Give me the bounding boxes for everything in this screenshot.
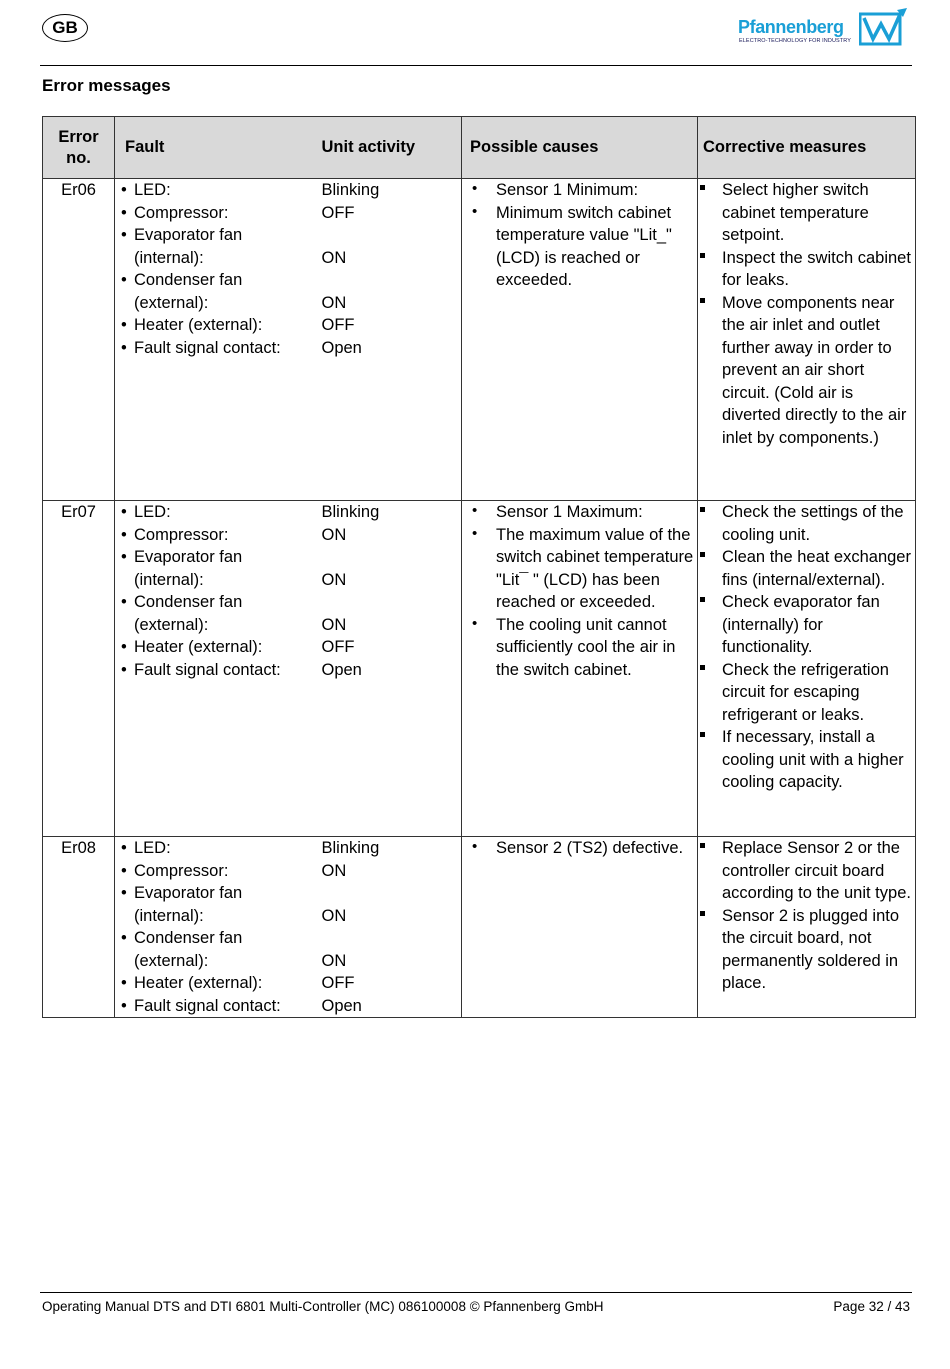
cause-text: The maximum value of the switch cabinet temperature "Lit¯ " (LCD) has been reached or exceeded. <box>496 525 694 611</box>
fault-label: Heater (external): <box>134 974 263 992</box>
possible-causes-cell <box>462 501 698 837</box>
fault-label: LED: <box>134 181 171 199</box>
bullet-icon: • <box>472 202 478 220</box>
measure-text: Move components near the air inlet and outlet further away in order to prevent an air short circuit. (Cold air is diverted directly to the air inlet by components.) <box>722 293 907 447</box>
fault-label-continued: (internal): <box>134 906 204 925</box>
fault-item <box>121 995 322 1018</box>
possible-causes-cell <box>462 179 698 501</box>
fault-item <box>121 860 322 883</box>
activity-value: OFF <box>321 638 355 656</box>
activity-spacer <box>322 546 462 569</box>
bullet-icon: • <box>121 884 127 902</box>
measure-text: Clean the heat exchanger fins (internal/external). <box>722 548 911 589</box>
bullet-icon: • <box>121 861 127 880</box>
bullet-icon: • <box>121 181 127 199</box>
bullet-icon: • <box>121 929 127 947</box>
measure-item <box>700 292 915 450</box>
fault-cell <box>115 179 322 501</box>
possible-causes-cell <box>462 837 698 1018</box>
square-bullet-icon <box>700 597 705 602</box>
error-code: Er07 <box>43 501 115 837</box>
measure-item <box>700 837 915 905</box>
measure-text: Check evaporator fan (internally) for functionality. <box>722 593 880 656</box>
fault-label-continued: (internal): <box>134 570 204 589</box>
bullet-icon: • <box>121 316 127 334</box>
fault-label: Evaporator fan <box>134 548 243 566</box>
activity-value: ON <box>321 525 347 544</box>
square-bullet-icon <box>700 507 705 512</box>
corrective-measures-cell <box>698 837 916 1018</box>
bullet-icon: • <box>472 180 478 197</box>
fault-cell <box>115 501 322 837</box>
activity-value: ON <box>321 570 347 589</box>
fault-item <box>121 591 322 636</box>
measure-text: Check the refrigeration circuit for escaping refrigerant or leaks. <box>722 660 889 724</box>
square-bullet-icon <box>700 732 705 737</box>
fault-label: Evaporator fan <box>134 884 243 902</box>
measure-text: Sensor 2 is plugged into the circuit board, not permanently soldered in place. <box>722 906 900 992</box>
bullet-icon: • <box>121 974 127 992</box>
activity-value: Blinking <box>321 181 380 199</box>
fault-label: LED: <box>134 503 171 521</box>
square-bullet-icon <box>700 298 705 303</box>
header-fault: Fault <box>115 117 322 179</box>
cause-text: Sensor 1 Maximum: <box>496 503 643 521</box>
cause-item <box>472 202 697 292</box>
square-bullet-icon <box>700 253 705 258</box>
activity-value: Blinking <box>321 839 380 857</box>
bullet-icon: • <box>121 548 127 566</box>
activity-value: OFF <box>321 203 355 222</box>
cause-text: Sensor 1 Minimum: <box>496 181 639 199</box>
measure-text: Select higher switch cabinet temperature setpoint. <box>722 181 869 244</box>
fault-label: Fault signal contact: <box>134 338 281 357</box>
activity-value: ON <box>321 906 347 925</box>
activity-value: Open <box>321 660 362 679</box>
measure-item <box>700 179 915 247</box>
bullet-icon: • <box>472 614 478 632</box>
cause-text: Minimum switch cabinet temperature value "Lit_" (LCD) is reached or exceeded. <box>496 203 672 289</box>
fault-label: Fault signal contact: <box>134 996 281 1015</box>
fault-item <box>121 337 322 360</box>
activity-value: ON <box>321 248 347 267</box>
fault-label: LED: <box>134 839 171 857</box>
bullet-icon: • <box>121 338 127 357</box>
fault-label-continued: (external): <box>134 615 209 634</box>
fault-label: Compressor: <box>134 525 229 544</box>
measure-item <box>700 546 915 591</box>
square-bullet-icon <box>700 665 705 670</box>
footer-page-number: Page 32 / 43 <box>833 1299 910 1314</box>
measure-item <box>700 591 915 659</box>
fault-cell <box>115 837 322 1018</box>
unit-activity-cell <box>322 837 462 1018</box>
activity-value: OFF <box>321 316 355 334</box>
fault-label-continued: (internal): <box>134 248 204 267</box>
fault-label: Condenser fan <box>134 929 243 947</box>
fault-item <box>121 224 322 269</box>
square-bullet-icon <box>700 185 705 190</box>
error-messages-table <box>42 116 916 1018</box>
measure-item <box>700 247 915 292</box>
fault-item <box>121 837 322 860</box>
fault-label: Evaporator fan <box>134 226 243 244</box>
activity-value: Open <box>321 338 362 357</box>
square-bullet-icon <box>700 911 705 916</box>
corrective-measures-cell <box>698 501 916 837</box>
cause-text: Sensor 2 (TS2) defective. <box>496 839 684 857</box>
bullet-icon: • <box>121 525 127 544</box>
header-possible-causes: Possible causes <box>462 117 698 179</box>
unit-activity-cell <box>322 179 462 501</box>
bullet-icon: • <box>472 838 478 855</box>
bullet-icon: • <box>121 638 127 656</box>
cause-text: The cooling unit cannot sufficiently cool the air in the switch cabinet. <box>496 615 676 679</box>
fault-label: Compressor: <box>134 861 229 880</box>
bullet-icon: • <box>121 593 127 611</box>
cause-item <box>472 614 697 682</box>
activity-spacer <box>322 224 462 247</box>
square-bullet-icon <box>700 843 705 848</box>
fault-item <box>121 972 322 995</box>
measure-text: If necessary, install a cooling unit with a higher cooling capacity. <box>722 728 904 791</box>
corrective-measures-cell <box>698 179 916 501</box>
error-code: Er08 <box>43 837 115 1018</box>
fault-label-continued: (external): <box>134 293 209 312</box>
table-header-row <box>43 117 916 179</box>
activity-value: ON <box>321 615 347 634</box>
header-corrective-measures: Corrective measures <box>698 117 916 179</box>
fault-label: Compressor: <box>134 203 229 222</box>
activity-value: ON <box>321 951 347 970</box>
company-logo <box>738 8 910 48</box>
measure-text: Check the settings of the cooling unit. <box>722 503 904 544</box>
fault-item <box>121 314 322 337</box>
measure-item <box>700 501 915 546</box>
fault-label: Condenser fan <box>134 271 243 289</box>
measure-text: Replace Sensor 2 or the controller circuit board according to the unit type. <box>722 839 911 902</box>
activity-value: Blinking <box>321 503 380 521</box>
bullet-icon: • <box>121 226 127 244</box>
fault-label: Heater (external): <box>134 638 263 656</box>
footer-divider <box>40 1292 912 1293</box>
activity-value: ON <box>321 293 347 312</box>
fault-item <box>121 636 322 659</box>
fault-label: Condenser fan <box>134 593 243 611</box>
fault-label-continued: (external): <box>134 951 209 970</box>
footer-document-info: Operating Manual DTS and DTI 6801 Multi-Controller (MC) 086100008 © Pfannenberg GmbH <box>42 1299 604 1314</box>
unit-activity-cell <box>322 501 462 837</box>
language-badge: GB <box>42 14 88 42</box>
pfannenberg-wave-logo-icon <box>859 8 909 46</box>
bullet-icon: • <box>472 502 478 519</box>
measure-item <box>700 659 915 727</box>
bullet-icon: • <box>121 996 127 1015</box>
bullet-icon: • <box>121 203 127 222</box>
fault-label: Fault signal contact: <box>134 660 281 679</box>
measure-text: Inspect the switch cabinet for leaks. <box>722 248 911 289</box>
section-title: Error messages <box>42 76 171 95</box>
bullet-icon: • <box>121 271 127 289</box>
activity-value: Open <box>321 996 362 1015</box>
cause-item <box>472 837 697 860</box>
measure-item <box>700 726 915 794</box>
fault-item <box>121 524 322 547</box>
cause-item <box>472 524 697 614</box>
activity-spacer <box>322 882 462 905</box>
fault-item <box>121 882 322 927</box>
fault-item <box>121 179 322 202</box>
header-unit-activity: Unit activity <box>322 117 462 179</box>
fault-item <box>121 202 322 225</box>
logo-tagline: ELECTRO-TECHNOLOGY FOR INDUSTRY <box>739 38 851 44</box>
activity-spacer <box>322 591 462 614</box>
fault-item <box>121 501 322 524</box>
bullet-icon: • <box>121 660 127 679</box>
bullet-icon: • <box>121 503 127 521</box>
table-row <box>43 179 916 501</box>
table-row <box>43 501 916 837</box>
table-row <box>43 837 916 1018</box>
header-error-no: Error no. <box>43 117 115 179</box>
fault-item <box>121 269 322 314</box>
measure-item <box>700 905 915 995</box>
bullet-icon: • <box>472 524 478 542</box>
activity-value: OFF <box>321 974 355 992</box>
square-bullet-icon <box>700 552 705 557</box>
bullet-icon: • <box>121 839 127 857</box>
fault-item <box>121 546 322 591</box>
activity-value: ON <box>321 861 347 880</box>
fault-item <box>121 927 322 972</box>
activity-spacer <box>322 269 462 292</box>
error-code: Er06 <box>43 179 115 501</box>
fault-item <box>121 659 322 682</box>
cause-item <box>472 179 697 202</box>
activity-spacer <box>322 927 462 950</box>
cause-item <box>472 501 697 524</box>
header-divider <box>40 65 912 66</box>
fault-label: Heater (external): <box>134 316 263 334</box>
logo-name: Pfannenberg <box>738 17 844 37</box>
